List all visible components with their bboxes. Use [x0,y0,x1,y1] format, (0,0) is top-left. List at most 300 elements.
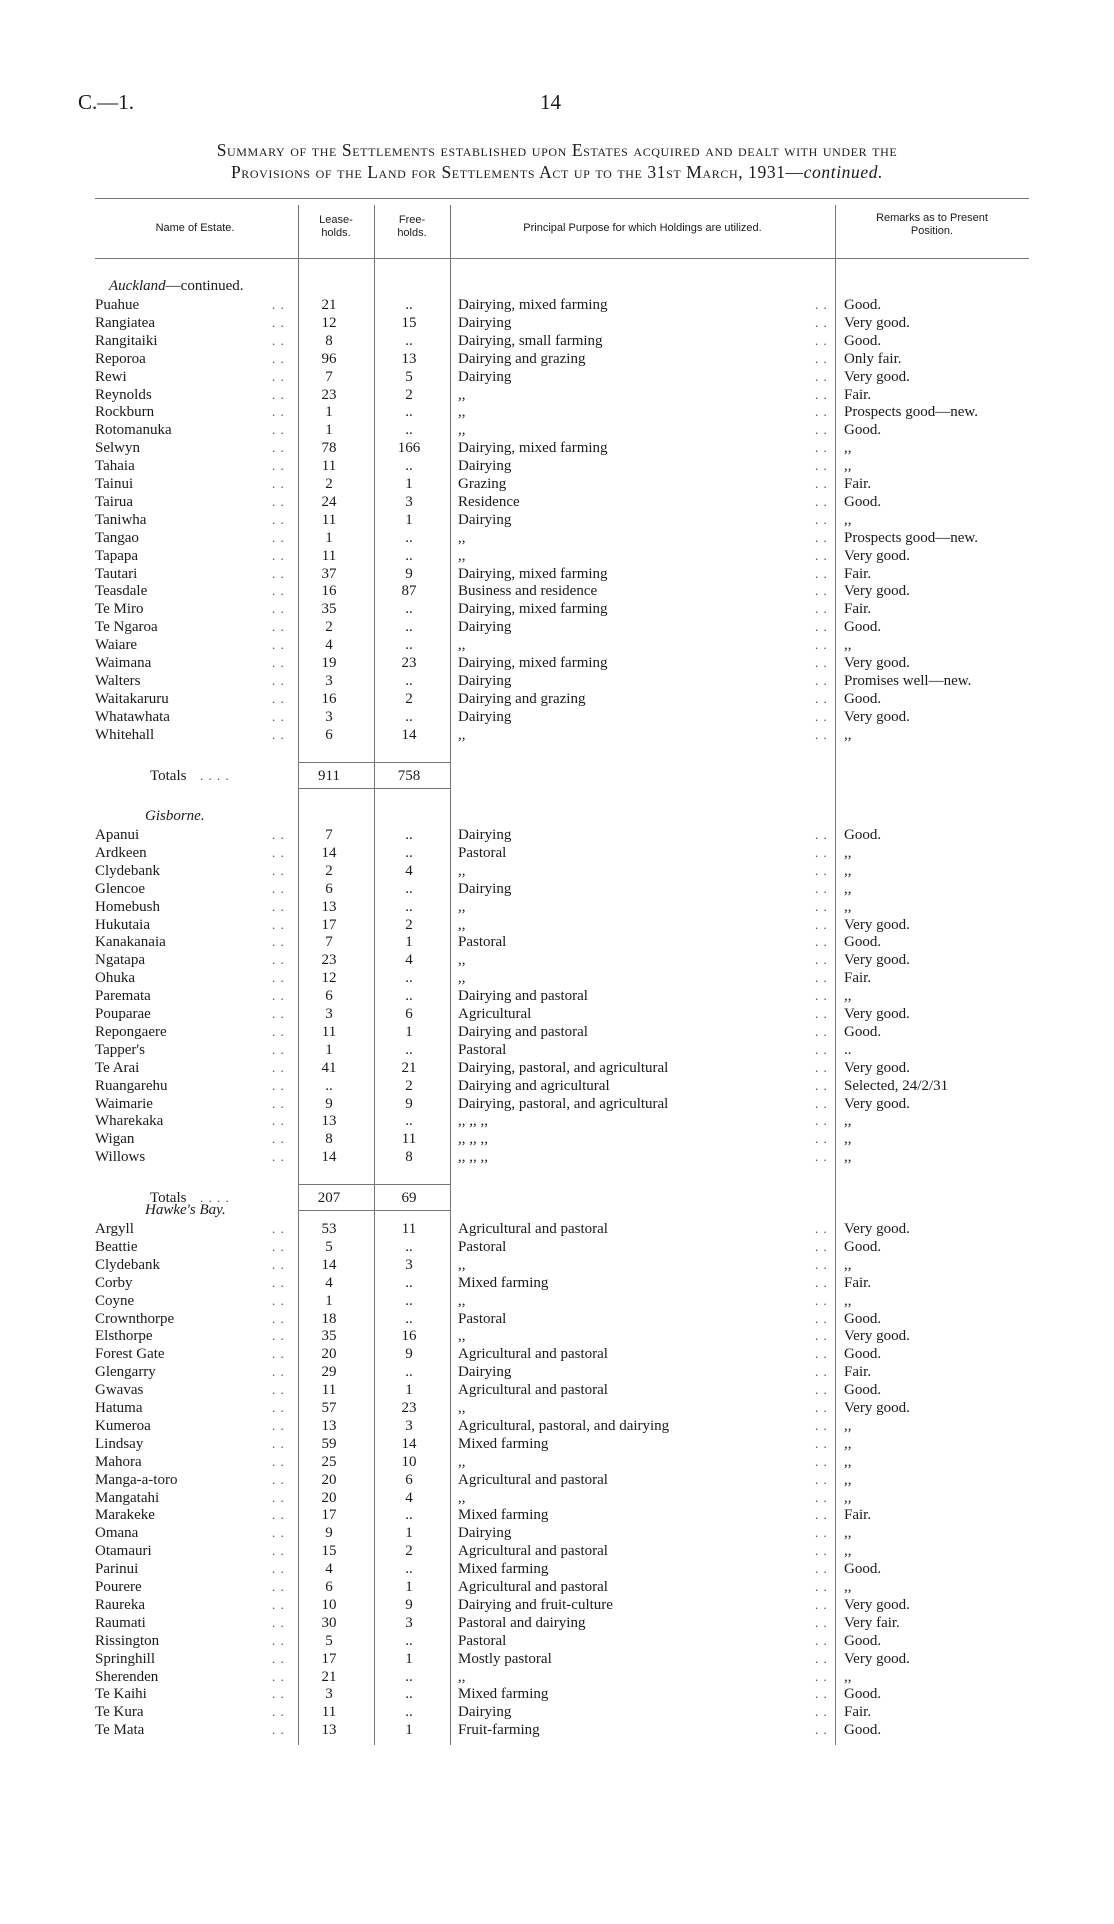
leaseholds-cell: 59 [321,1435,337,1452]
freeholds-cell: .. [405,898,413,915]
leader-dots: . . [272,583,285,599]
estate-name: Tapapa [95,547,139,564]
leaseholds-cell: 4 [325,1274,333,1291]
leader-dots: . . [272,1113,285,1129]
remarks-cell: Prospects good—new. [844,529,979,546]
freeholds-cell: 9 [405,1346,413,1363]
freeholds-cell: 9 [405,1596,413,1613]
remarks-cell: Very good. [844,1221,910,1237]
remarks-cell: ,, [844,1417,852,1434]
leaseholds-cell: 15 [321,1543,337,1560]
column-header-freeholds: Free- holds. [397,214,427,239]
leader-dots: . . [815,1238,828,1254]
leader-dots: . . [815,1435,828,1451]
table-row [0,511,1114,529]
purpose-cell: Dairying, mixed farming [458,440,608,457]
freeholds-cell: .. [405,404,413,421]
remarks-cell: Very good. [844,547,910,564]
leader-dots: . . [272,827,285,842]
purpose-cell: ,, [458,952,466,969]
leader-dots: . . [272,862,285,878]
purpose-cell: Business and residence [458,583,598,600]
leader-dots: . . [815,1525,828,1541]
remarks-cell: ,, [844,637,852,654]
freeholds-cell: 3 [405,1417,413,1434]
leaseholds-cell: 25 [321,1453,337,1470]
estate-name: Manga-a-toro [95,1471,178,1488]
leader-dots: . . [815,1346,828,1362]
purpose-cell: Dairying and fruit-culture [458,1596,613,1613]
freeholds-cell: .. [405,844,413,861]
leader-dots: . . [815,404,828,420]
totals-row [0,766,1114,786]
leader-dots: . . [272,619,285,635]
leader-dots: . . [272,1596,285,1612]
remarks-cell: Good. [844,934,882,951]
table-row [0,1041,1114,1059]
remarks-cell: Very good. [844,368,910,385]
leader-dots: . . [815,1382,828,1398]
table-row [0,916,1114,934]
leaseholds-cell: 4 [325,637,333,654]
table-row [0,844,1114,862]
leaseholds-cell: 10 [321,1596,337,1613]
leaseholds-cell: 23 [321,952,337,969]
leader-dots: . . [272,1041,285,1057]
purpose-cell: Dairying and grazing [458,350,586,367]
leaseholds-cell: 12 [321,314,337,331]
table-row [0,1578,1114,1596]
leader-dots: . . [272,458,285,474]
leaseholds-cell: 6 [325,1579,333,1595]
leader-dots: . . [272,1579,285,1594]
freeholds-cell: .. [405,1238,413,1255]
leader-dots: . . [272,1059,285,1075]
leader-dots: . . [272,332,285,348]
leader-dots: . . [272,1310,285,1326]
leaseholds-cell: 11 [321,1382,337,1399]
freeholds-cell: .. [405,332,413,349]
purpose-cell: Dairying and pastoral [458,1023,588,1040]
leader-dots: . . [815,547,828,563]
remarks-cell: ,, [844,1256,852,1273]
leader-dots: . . [272,952,285,968]
freeholds-cell: 5 [405,368,413,385]
estate-name: Argyll [95,1221,134,1237]
freeholds-cell: 1 [405,1382,413,1399]
leaseholds-cell: 20 [321,1489,337,1506]
remarks-cell: Prospects good—new. [844,404,979,421]
leaseholds-cell: 35 [321,1328,337,1345]
remarks-cell: Good. [844,1686,882,1703]
totals-leaseholds: 207 [317,1190,341,1207]
leaseholds-cell: 14 [321,1256,337,1273]
leader-dots: . . [815,1041,828,1057]
estate-name: Elsthorpe [95,1328,153,1345]
freeholds-cell: .. [405,1041,413,1058]
leaseholds-cell: 7 [325,368,333,385]
freeholds-cell: .. [405,880,413,897]
purpose-cell: Agricultural and pastoral [458,1471,608,1488]
estate-name: Wigan [95,1131,135,1148]
estate-name: Tautari [95,565,138,582]
purpose-cell: Mixed farming [458,1507,549,1524]
leader-dots: . . [272,1525,285,1541]
estate-name: Walters [95,672,141,689]
leaseholds-cell: 11 [321,458,337,475]
estate-name: Beattie [95,1238,138,1255]
leaseholds-cell: 6 [325,880,333,897]
estate-name: Marakeke [95,1507,155,1524]
leaseholds-cell: 29 [321,1364,337,1381]
remarks-cell: Fair. [844,1364,872,1381]
table-row [0,1471,1114,1489]
table-row [0,862,1114,880]
freeholds-cell: 2 [405,1077,413,1094]
freeholds-cell: .. [405,1274,413,1291]
remarks-cell: ,, [844,1489,852,1506]
remarks-cell: Good. [844,619,882,636]
purpose-cell: Dairying [458,511,512,528]
estate-name: Raureka [95,1596,145,1613]
estate-name: Wharekaka [95,1113,164,1130]
freeholds-cell: .. [405,988,413,1005]
remarks-cell: ,, [844,1668,852,1685]
remarks-cell: ,, [844,1113,852,1130]
leader-dots: . . [272,655,285,670]
totals-rule-bottom [298,1210,450,1211]
leader-dots: . . [815,1328,828,1344]
table-row [0,1292,1114,1310]
leaseholds-cell: 16 [321,583,337,600]
table-row [0,1560,1114,1578]
estate-name: Tahaia [95,458,135,475]
freeholds-cell: 14 [401,1435,417,1452]
freeholds-cell: .. [405,1632,413,1649]
purpose-cell: ,, [458,970,466,987]
purpose-cell: ,, [458,637,466,654]
estate-name: Reynolds [95,386,152,403]
remarks-cell: ,, [844,1435,852,1452]
freeholds-cell: 23 [401,1400,417,1416]
purpose-cell: Pastoral and dairying [458,1614,586,1631]
table-row [0,951,1114,969]
estate-name: Corby [95,1274,133,1291]
estate-name: Ruangarehu [95,1077,168,1094]
leaseholds-cell: 78 [321,440,337,457]
remarks-cell: Fair. [844,565,872,582]
table-row [0,314,1114,332]
leader-dots: . . [272,726,285,742]
remarks-cell: Very fair. [844,1614,900,1631]
leaseholds-cell: 3 [325,1006,333,1022]
leader-dots: . . [272,368,285,384]
leader-dots: . . [815,1614,828,1630]
table-row [0,547,1114,565]
freeholds-cell: 3 [405,1256,413,1273]
leader-dots: . . [815,672,828,688]
purpose-cell: ,, [458,1489,466,1506]
totals-freeholds: 69 [401,1190,417,1207]
purpose-cell: Dairying, pastoral, and agricultural [458,1059,669,1076]
estate-name: Rissington [95,1632,160,1649]
table-row [0,1614,1114,1632]
estate-name: Te Kura [95,1704,144,1721]
table-row [0,1596,1114,1614]
purpose-cell: Agricultural and pastoral [458,1543,608,1560]
estate-name: Te Arai [95,1059,140,1076]
leaseholds-cell: 1 [325,1292,333,1309]
leaseholds-cell: 57 [321,1400,337,1416]
leaseholds-cell: 21 [321,1668,337,1685]
purpose-cell: ,, [458,916,466,933]
leader-dots: . . [272,314,285,330]
table-row [0,898,1114,916]
remarks-cell: Fair. [844,1274,872,1291]
remarks-cell: Good. [844,1346,882,1363]
column-header-purpose: Principal Purpose for which Holdings are utilized. [523,222,762,234]
freeholds-cell: 1 [405,1579,413,1595]
leaseholds-cell: 8 [325,1131,333,1148]
estate-name: Glengarry [95,1364,156,1381]
purpose-cell: Dairying, mixed farming [458,565,608,582]
leaseholds-cell: 21 [321,297,337,313]
leaseholds-cell: 6 [325,726,333,743]
remarks-cell: Good. [844,297,882,313]
table-row [0,1148,1114,1166]
remarks-cell: Good. [844,1238,882,1255]
remarks-cell: ,, [844,844,852,861]
freeholds-cell: 1 [405,476,413,492]
estate-name: Whitehall [95,726,155,743]
estate-name: Tangao [95,529,139,546]
remarks-cell: Very good. [844,1650,910,1667]
table-row [0,636,1114,654]
leader-dots: . . [272,1561,285,1577]
purpose-cell: Agricultural and pastoral [458,1382,608,1399]
remarks-cell: Very good. [844,1400,910,1416]
leaseholds-cell: 14 [321,1149,337,1166]
remarks-cell: Good. [844,1632,882,1649]
remarks-cell: Good. [844,1561,882,1578]
leader-dots: . . [815,314,828,330]
remarks-cell: ,, [844,1525,852,1542]
remarks-cell: Good. [844,332,882,349]
freeholds-cell: 4 [405,952,413,969]
remarks-cell: Very good. [844,655,910,671]
leader-dots: . . [272,690,285,706]
remarks-cell: ,, [844,1453,852,1470]
remarks-cell: ,, [844,726,852,743]
leader-dots: . . [272,1453,285,1469]
leader-dots: . . [815,1059,828,1075]
leaseholds-cell: 3 [325,1686,333,1703]
leader-dots: . . [272,1668,285,1684]
remarks-cell: Fair. [844,601,872,618]
leaseholds-cell: .. [325,1077,333,1094]
estate-name: Te Miro [95,601,144,618]
leaseholds-cell: 11 [321,547,337,564]
estate-name: Waimana [95,655,152,671]
purpose-cell: Dairying [458,458,512,475]
freeholds-cell: 11 [401,1221,417,1237]
table-row [0,1256,1114,1274]
freeholds-cell: 2 [405,690,413,707]
estate-name: Te Ngaroa [95,619,158,636]
purpose-cell: ,, [458,529,466,546]
totals-rule [298,762,450,763]
estate-name: Taniwha [95,511,147,528]
leader-dots: . . [272,708,285,724]
purpose-cell: Dairying, small farming [458,332,603,349]
table-row [0,582,1114,600]
freeholds-cell: 1 [405,934,413,951]
purpose-cell: Pastoral [458,1238,507,1255]
leaseholds-cell: 3 [325,708,333,725]
leader-dots: . . [272,1650,285,1666]
leaseholds-cell: 5 [325,1238,333,1255]
purpose-cell: Dairying, mixed farming [458,601,608,618]
leader-dots: . . [272,844,285,860]
leader-dots: . . [272,637,285,653]
leader-dots: . . [272,1382,285,1398]
purpose-cell: ,, ,, ,, [458,1131,488,1148]
purpose-cell: Pastoral [458,1632,507,1649]
freeholds-cell: .. [405,1292,413,1309]
leader-dots: . . [815,1221,828,1236]
freeholds-cell: 166 [397,440,421,457]
leader-dots: . . [272,1364,285,1380]
estate-name: Tainui [95,476,134,492]
freeholds-cell: 13 [401,350,417,367]
remarks-cell: .. [844,1041,852,1058]
freeholds-cell: 3 [405,1614,413,1631]
estate-name: Sherenden [95,1668,159,1685]
estate-name: Hatuma [95,1400,143,1416]
purpose-cell: Dairying [458,368,512,385]
document-title-line-1: Summary of the Settlements established upon Estates acquired and dealt with under the [216,140,898,160]
leader-dots: . . [272,1023,285,1039]
freeholds-cell: .. [405,708,413,725]
freeholds-cell: 4 [405,1489,413,1506]
leader-dots: . . [272,970,285,986]
leader-dots: . . [815,637,828,653]
purpose-cell: ,, ,, ,, [458,1113,488,1130]
leader-dots: . . . . [200,1190,230,1206]
purpose-cell: Dairying [458,827,512,843]
freeholds-cell: .. [405,422,413,439]
table-row [0,386,1114,404]
purpose-cell: Dairying [458,880,512,897]
leader-dots: . . [272,1292,285,1308]
remarks-cell: ,, [844,1131,852,1148]
leaseholds-cell: 37 [321,565,337,582]
leader-dots: . . [815,529,828,545]
leaseholds-cell: 2 [325,476,333,492]
table-row [0,1506,1114,1524]
estate-name: Rockburn [95,404,155,421]
leader-dots: . . [815,565,828,581]
leader-dots: . . [815,1453,828,1469]
remarks-cell: Fair. [844,1704,872,1721]
table-row [0,1721,1114,1739]
purpose-cell: Agricultural and pastoral [458,1346,608,1363]
document-title-line-2 [60,162,1054,183]
table-row [0,1327,1114,1345]
leader-dots: . . [272,1346,285,1362]
leader-dots: . . [272,672,285,688]
table-row [0,708,1114,726]
leader-dots: . . [815,1364,828,1380]
table-row [0,1668,1114,1686]
remarks-cell: Very good. [844,314,910,331]
leader-dots: . . [815,1686,828,1702]
leaseholds-cell: 18 [321,1310,337,1327]
remarks-cell: ,, [844,880,852,897]
purpose-cell: Pastoral [458,934,507,951]
leader-dots: . . [815,297,828,312]
leader-dots: . . [815,440,828,456]
purpose-cell: Mixed farming [458,1561,549,1578]
purpose-cell: ,, [458,898,466,915]
table-row [0,618,1114,636]
section-suffix: . [200,808,205,824]
leader-dots: . . [272,565,285,581]
table-row [0,332,1114,350]
freeholds-cell: 16 [401,1328,417,1345]
leaseholds-cell: 30 [321,1614,337,1631]
leader-dots: . . [815,1668,828,1684]
remarks-cell: Very good. [844,916,910,933]
leader-dots: . . [272,1435,285,1451]
table-row [0,1399,1114,1417]
purpose-cell: Pastoral [458,1041,507,1058]
table-row [0,672,1114,690]
remarks-cell: ,, [844,458,852,475]
table-row [0,600,1114,618]
table-top-rule [95,198,1029,199]
freeholds-cell: 11 [401,1131,417,1148]
totals-label: Totals [150,767,187,784]
totals-leaseholds: 911 [318,767,340,784]
estate-name: Whatawhata [95,708,170,725]
purpose-cell: Dairying [458,619,512,636]
freeholds-cell: .. [405,619,413,636]
table-row [0,1650,1114,1668]
estate-name: Gwavas [95,1382,144,1399]
leader-dots: . . [815,1077,828,1093]
leader-dots: . . [272,1614,285,1630]
section-suffix: . [221,1202,226,1218]
table-row [0,1381,1114,1399]
leader-dots: . . [815,350,828,366]
leader-dots: . . [272,1328,285,1344]
table-row [0,1453,1114,1471]
leader-dots: . . [815,988,828,1004]
purpose-cell: Agricultural and pastoral [458,1221,608,1237]
remarks-cell: Only fair. [844,350,902,367]
leader-dots: . . [272,1274,285,1290]
table-row [0,1685,1114,1703]
estate-name: Springhill [95,1650,156,1667]
leader-dots: . . [272,1149,285,1165]
table-row [0,1077,1114,1095]
purpose-cell: Dairying [458,1364,512,1381]
leader-dots: . . [272,1632,285,1648]
leaseholds-cell: 5 [325,1632,333,1649]
estate-name: Tairua [95,493,134,510]
freeholds-cell: 2 [405,1543,413,1560]
